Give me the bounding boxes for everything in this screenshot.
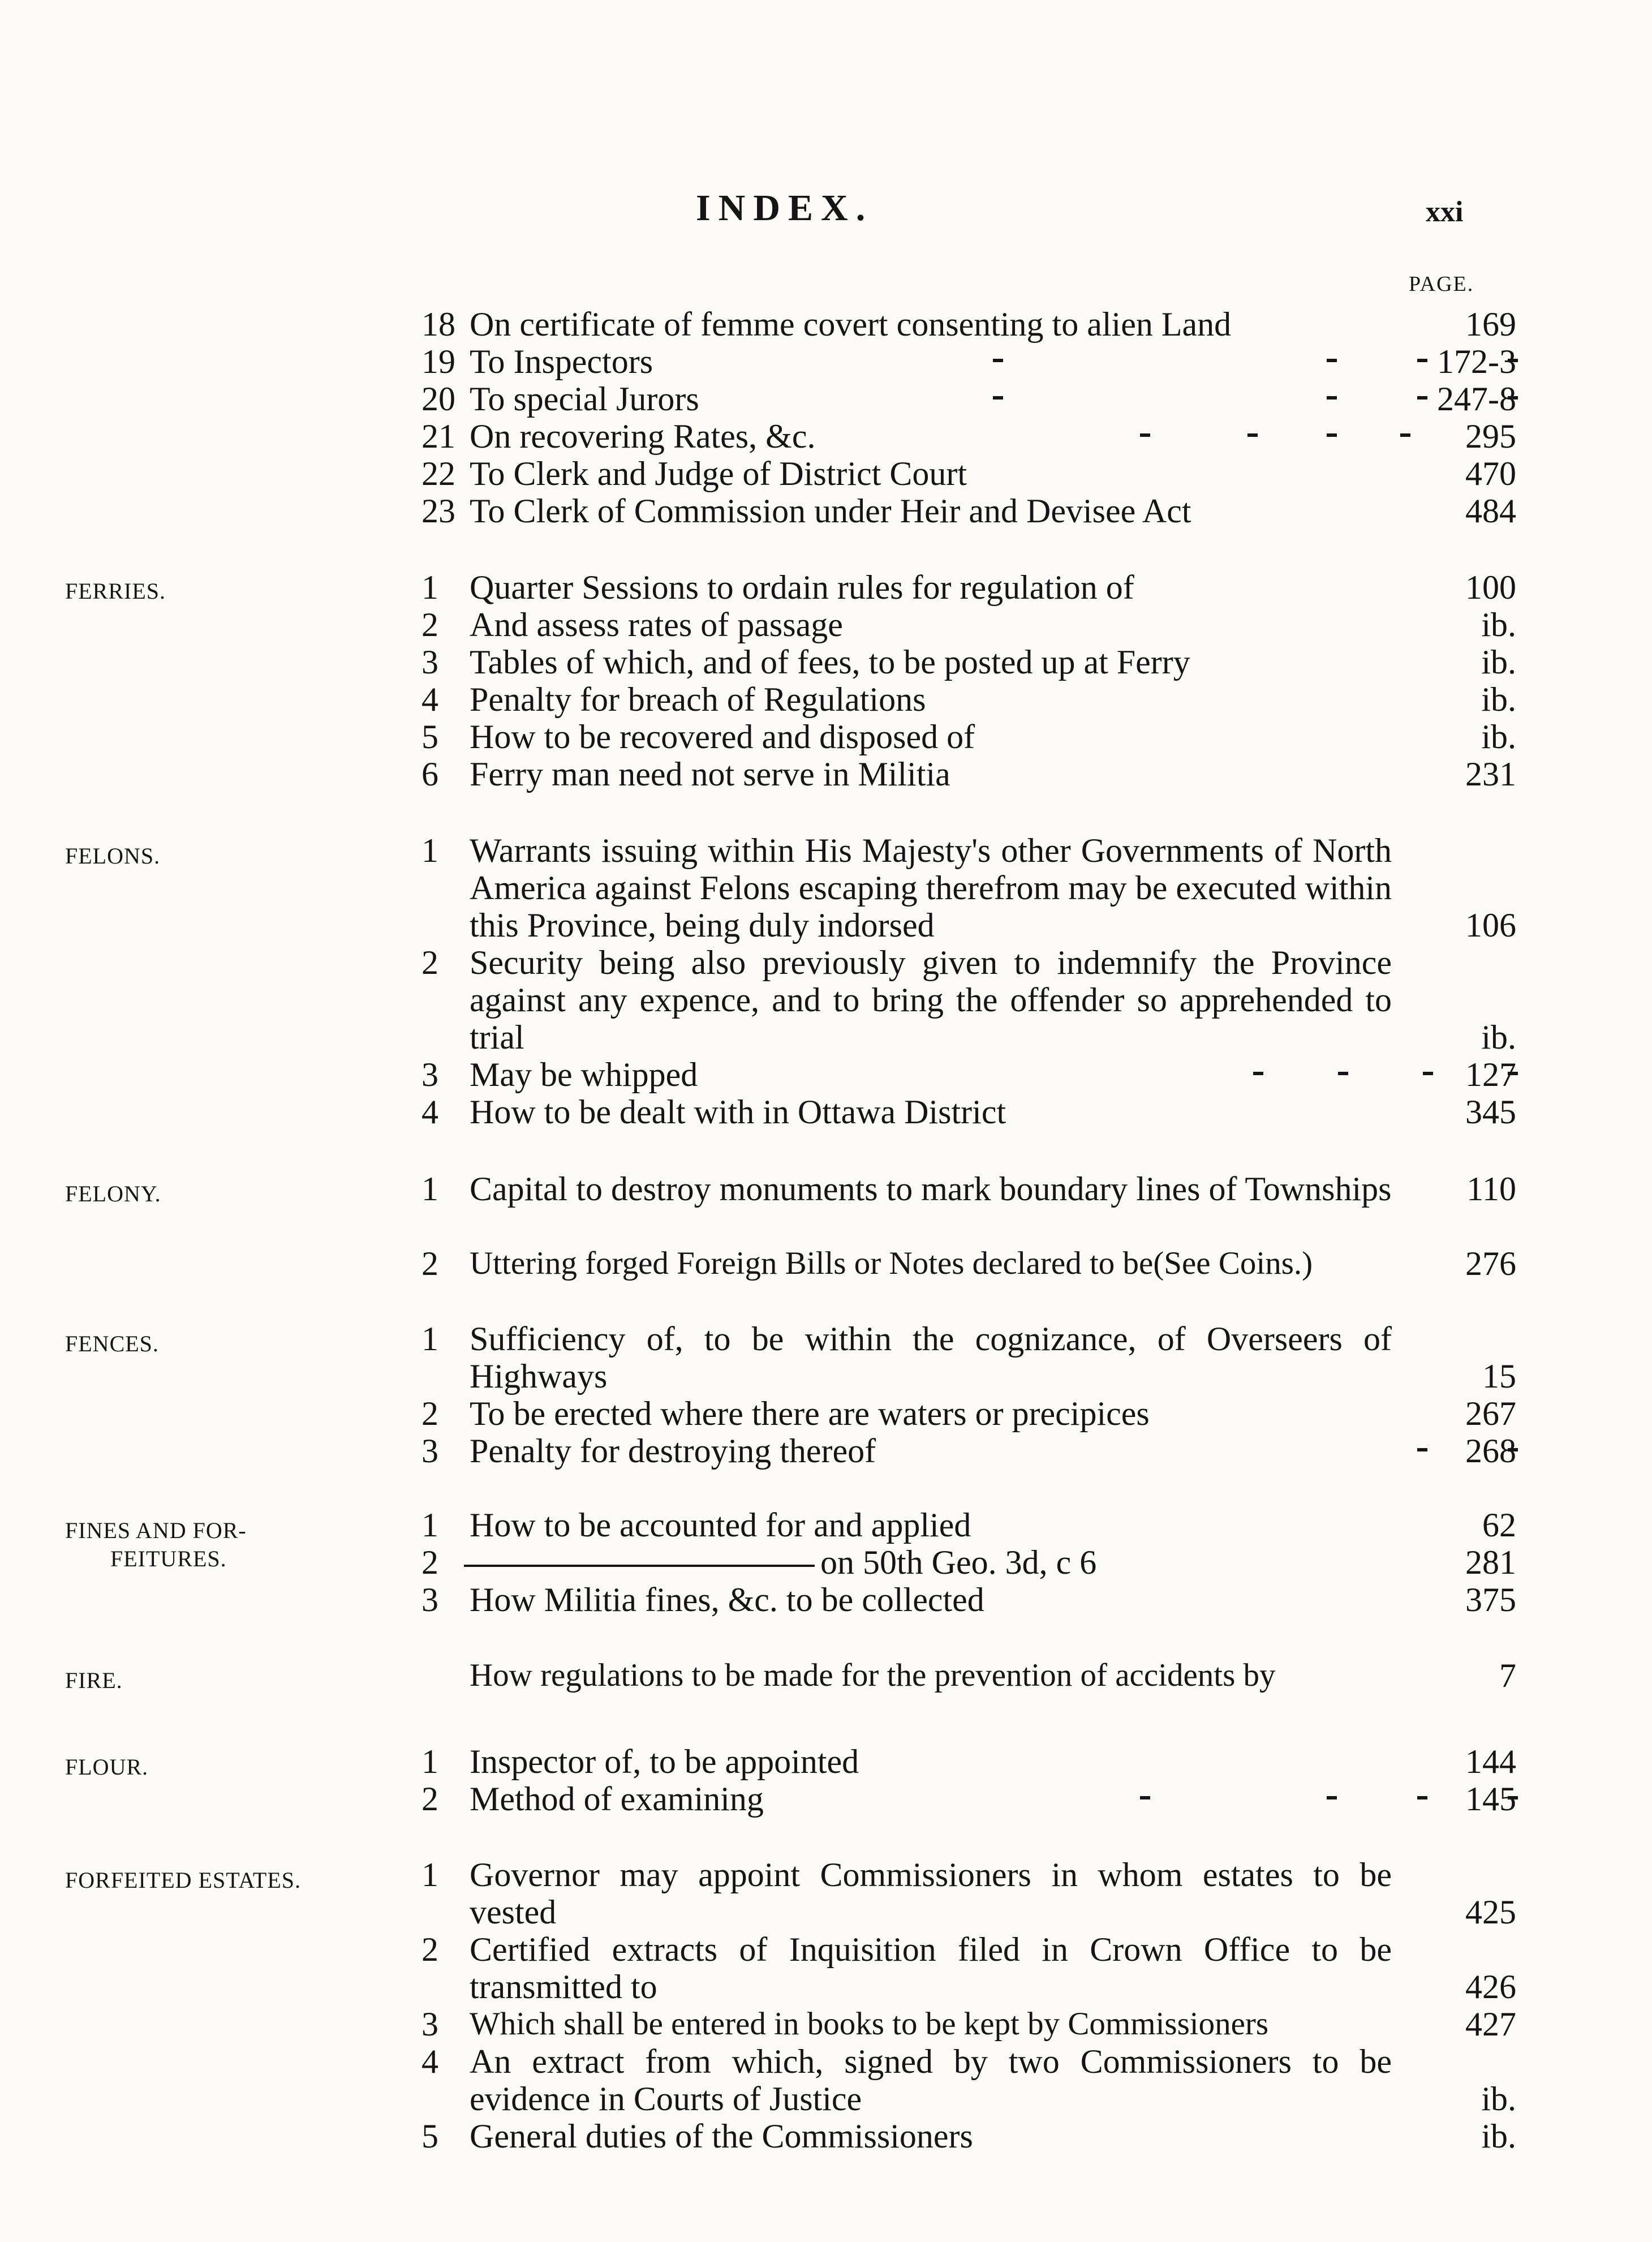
entry-number: 5 [421, 2118, 438, 2155]
ditto-rule [464, 1565, 815, 1567]
index-entry [421, 455, 1516, 492]
entry-text: An extract from which, signed by two Commissioners to be evidence in Courts of Justice [470, 2043, 1392, 2118]
page-column-label: PAGE. [1409, 272, 1474, 296]
entry-text: Security being also previously given to indemnify the Province against any expence, and to bring the offender so apprehended to trial [470, 944, 1392, 1056]
entry-number: 3 [421, 2005, 438, 2043]
entry-page: 281 [1465, 1544, 1516, 1581]
section-heading [65, 1517, 247, 1573]
index-entry [421, 643, 1516, 681]
entry-number: 3 [421, 1581, 438, 1618]
entry-text: How regulations to be made for the prevention of accidents by [470, 1657, 1276, 1693]
section-heading: FELONS. [65, 843, 161, 869]
entry-number: 21 [421, 418, 455, 455]
index-entry [421, 1432, 1516, 1470]
index-entry [421, 681, 1516, 718]
entry-page: 295 [1465, 418, 1516, 455]
entry-text: on 50th Geo. 3d, c 6 [820, 1544, 1097, 1581]
entry-number: 23 [421, 492, 455, 530]
entry-page: 100 [1465, 569, 1516, 606]
entry-number: 2 [421, 1544, 438, 1581]
entry-page: 276 [1465, 1245, 1516, 1282]
entry-page: 110 [1466, 1170, 1516, 1208]
page-title: INDEX. [696, 187, 874, 229]
index-entry [421, 2118, 1516, 2155]
entry-page: ib. [1481, 681, 1516, 718]
index-entry [421, 343, 1516, 380]
index-entry [421, 1170, 1516, 1208]
entry-text: Penalty for destroying thereof [470, 1432, 876, 1470]
index-entry [421, 2043, 1516, 2118]
entry-text: Which shall be entered in books to be kept by Commissioners [470, 2006, 1269, 2042]
entry-text: Certified extracts of Inquisition filed in Crown Office to be transmitted to [470, 1931, 1392, 2005]
index-entry [421, 944, 1516, 1056]
section-heading: FERRIES. [65, 578, 166, 604]
entry-number: 18 [421, 306, 455, 343]
entry-text: To Clerk and Judge of District Court [470, 455, 967, 492]
entry-number: 1 [421, 1170, 438, 1208]
entry-number: 1 [421, 1743, 438, 1780]
entry-number: 19 [421, 343, 455, 380]
entry-page: 427 [1465, 2005, 1516, 2043]
section-heading-line: FINES AND FOR- [65, 1518, 247, 1543]
entry-text: How to be dealt with in Ottawa District [470, 1093, 1006, 1131]
entry-text: And assess rates of passage [470, 606, 843, 643]
entry-page: 426 [1465, 1968, 1516, 2005]
index-entry [421, 1581, 1516, 1618]
entry-text: How to be accounted for and applied [470, 1506, 971, 1544]
section-heading: FORFEITED ESTATES. [65, 1867, 302, 1893]
index-entry [421, 755, 1516, 793]
entry-text: Ferry man need not serve in Militia [470, 755, 950, 793]
section-heading: FENCES. [65, 1331, 159, 1356]
entry-text: Sufficiency of, to be within the cognizance, of Overseers of Highways [470, 1320, 1392, 1395]
index-entry [421, 492, 1516, 530]
entry-page: 375 [1465, 1581, 1516, 1618]
entry-number: 20 [421, 380, 455, 418]
entry-number: 4 [421, 681, 438, 718]
entry-number: 2 [421, 1395, 438, 1432]
entry-number: 1 [421, 832, 438, 869]
entry-text: How to be recovered and disposed of [470, 718, 975, 755]
index-entry [421, 2005, 1516, 2043]
entry-number: 2 [421, 606, 438, 643]
entry-page: 7 [1499, 1657, 1516, 1694]
index-entry [421, 1395, 1516, 1432]
entry-text: How Militia fines, &c. to be collected [470, 1581, 984, 1618]
entry-text: Penalty for breach of Regulations [470, 681, 926, 718]
index-entry [421, 1780, 1516, 1818]
section-heading: FLOUR. [65, 1754, 149, 1780]
entry-text: To Inspectors [470, 343, 653, 380]
entry-text: Inspector of, to be appointed [470, 1743, 859, 1780]
index-entry [421, 418, 1516, 455]
entry-page: 345 [1465, 1093, 1516, 1131]
entry-text: Uttering forged Foreign Bills or Notes declared to be(See Coins.) [470, 1245, 1313, 1281]
index-entry [421, 1657, 1516, 1694]
entry-text: May be whipped [470, 1056, 698, 1093]
entry-page: 231 [1465, 755, 1516, 793]
index-entry [421, 1931, 1516, 2005]
index-entry [421, 306, 1516, 343]
entry-text: Quarter Sessions to ordain rules for regulation of [470, 569, 1134, 606]
index-entry [421, 1093, 1516, 1131]
entry-text: Capital to destroy monuments to mark boundary lines of Townships [470, 1170, 1392, 1208]
entry-text: Governor may appoint Commissioners in whom estates to be vested [470, 1856, 1392, 1931]
entry-page: 267 [1465, 1395, 1516, 1432]
entry-page: 15 [1482, 1358, 1516, 1395]
entry-number: 1 [421, 1856, 438, 1893]
entry-page: ib. [1481, 718, 1516, 755]
entry-page: 144 [1465, 1743, 1516, 1780]
entry-number: 6 [421, 755, 438, 793]
entry-number: 1 [421, 1506, 438, 1544]
section-heading: FIRE. [65, 1668, 123, 1693]
entry-text: To Clerk of Commission under Heir and Devisee Act [470, 492, 1191, 530]
entry-text: Tables of which, and of fees, to be posted up at Ferry [470, 643, 1190, 681]
index-entry [421, 1544, 1516, 1581]
entry-page: ib. [1481, 1019, 1516, 1056]
index-entry [421, 1856, 1516, 1931]
entry-text: On recovering Rates, &c. [470, 418, 816, 455]
entry-number: 2 [421, 1780, 438, 1818]
entry-text: On certificate of femme covert consenting to alien Land [470, 306, 1232, 343]
entry-page: 106 [1465, 907, 1516, 944]
entry-number: 2 [421, 1245, 438, 1282]
entry-page: ib. [1481, 2118, 1516, 2155]
entry-number: 5 [421, 718, 438, 755]
entry-page: 127 [1465, 1056, 1516, 1093]
entry-number: 1 [421, 1320, 438, 1358]
index-entry [421, 569, 1516, 606]
entry-text: General duties of the Commissioners [470, 2118, 973, 2155]
index-entry [421, 1743, 1516, 1780]
section-heading: FELONY. [65, 1181, 161, 1206]
index-entry [421, 606, 1516, 643]
entry-page: ib. [1481, 643, 1516, 681]
entry-page: 247-8 [1437, 380, 1516, 418]
entry-page: 145 [1465, 1780, 1516, 1818]
entry-number: 3 [421, 643, 438, 681]
entry-page: 425 [1465, 1893, 1516, 1931]
index-entry [421, 718, 1516, 755]
entry-page: 484 [1465, 492, 1516, 530]
index-entry [421, 1320, 1516, 1395]
index-entry [421, 1506, 1516, 1544]
entry-number: 22 [421, 455, 455, 492]
index-entry [421, 832, 1516, 944]
entry-page: 172-3 [1437, 343, 1516, 380]
entry-page: 62 [1482, 1506, 1516, 1544]
entry-text: To special Jurors [470, 380, 699, 418]
entry-number: 2 [421, 1931, 438, 1968]
entry-text: Method of examining [470, 1780, 764, 1818]
index-entry [421, 380, 1516, 418]
entry-page: 268 [1465, 1432, 1516, 1470]
entry-text: To be erected where there are waters or precipices [470, 1395, 1150, 1432]
entry-text: Warrants issuing within His Majesty's other Governments of North America against Felons escaping therefrom may be executed within this Province, being duly indorsed [470, 832, 1392, 944]
entry-page: ib. [1481, 2080, 1516, 2118]
entry-number: 4 [421, 1093, 438, 1131]
page-number: xxi [1426, 196, 1464, 228]
section-heading-line: FEITURES. [110, 1546, 227, 1571]
entry-number: 3 [421, 1432, 438, 1470]
entry-number: 4 [421, 2043, 438, 2080]
index-entry [421, 1245, 1516, 1282]
entry-page: ib. [1481, 606, 1516, 643]
entry-page: 470 [1465, 455, 1516, 492]
index-entry [421, 1056, 1516, 1093]
entry-number: 2 [421, 944, 438, 981]
entry-number: 3 [421, 1056, 438, 1093]
entry-number: 1 [421, 569, 438, 606]
entry-page: 169 [1465, 306, 1516, 343]
